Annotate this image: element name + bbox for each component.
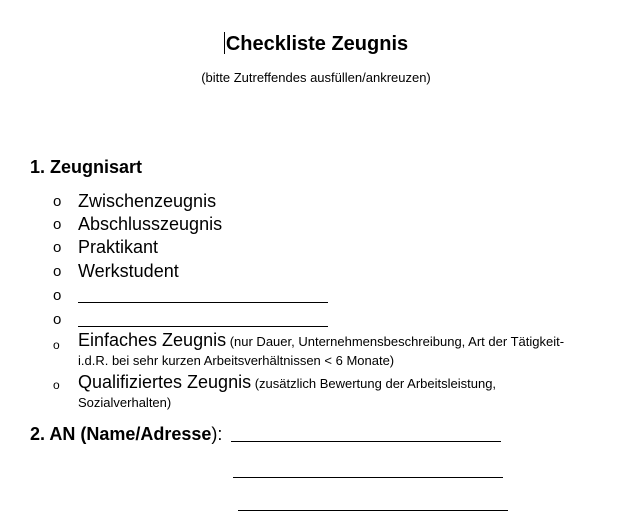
option-label: Werkstudent xyxy=(78,261,179,281)
text-cursor xyxy=(224,32,225,54)
page-subtitle: (bitte Zutreffendes ausfüllen/ankreuzen) xyxy=(201,70,431,85)
checkbox-werkstudent[interactable]: o xyxy=(53,263,62,280)
checkbox-praktikant[interactable]: o xyxy=(53,239,62,256)
option-label: Praktikant xyxy=(78,237,159,257)
page-title: Checkliste Zeugnis xyxy=(225,33,409,55)
blank-field-2[interactable] xyxy=(78,326,328,327)
checkbox-zwischenzeugnis[interactable]: o xyxy=(53,193,62,210)
address-line-3[interactable] xyxy=(238,510,508,511)
option-label: Abschlusszeugnis xyxy=(78,214,223,234)
option-note-continuation: Sozialverhalten) xyxy=(78,395,172,410)
blank-field-1[interactable] xyxy=(78,302,328,303)
option-label: Einfaches Zeugnis (nur Dauer, Unternehmensbeschreibung, Art der Tätigkeit- xyxy=(78,330,565,350)
option-label: Qualifiziertes Zeugnis (zusätzlich Bewertung der Arbeitsleistung, xyxy=(78,372,497,392)
address-line-1[interactable] xyxy=(231,441,501,442)
checkbox-qualifiziertes-zeugnis[interactable]: o xyxy=(53,378,60,392)
checkbox-einfaches-zeugnis[interactable]: o xyxy=(53,338,60,352)
checkbox-abschlusszeugnis[interactable]: o xyxy=(53,216,62,233)
section-heading-an: 2. AN (Name/Adresse): xyxy=(30,424,223,444)
option-note-continuation: i.d.R. bei sehr kurzen Arbeitsverhältnissen < 6 Monate) xyxy=(78,353,395,368)
address-line-2[interactable] xyxy=(233,477,503,478)
checkbox-custom-1[interactable]: o xyxy=(53,287,62,304)
option-label: Zwischenzeugnis xyxy=(78,191,217,211)
section-heading-zeugnisart: 1. Zeugnisart xyxy=(30,157,143,177)
checkbox-custom-2[interactable]: o xyxy=(53,311,62,328)
